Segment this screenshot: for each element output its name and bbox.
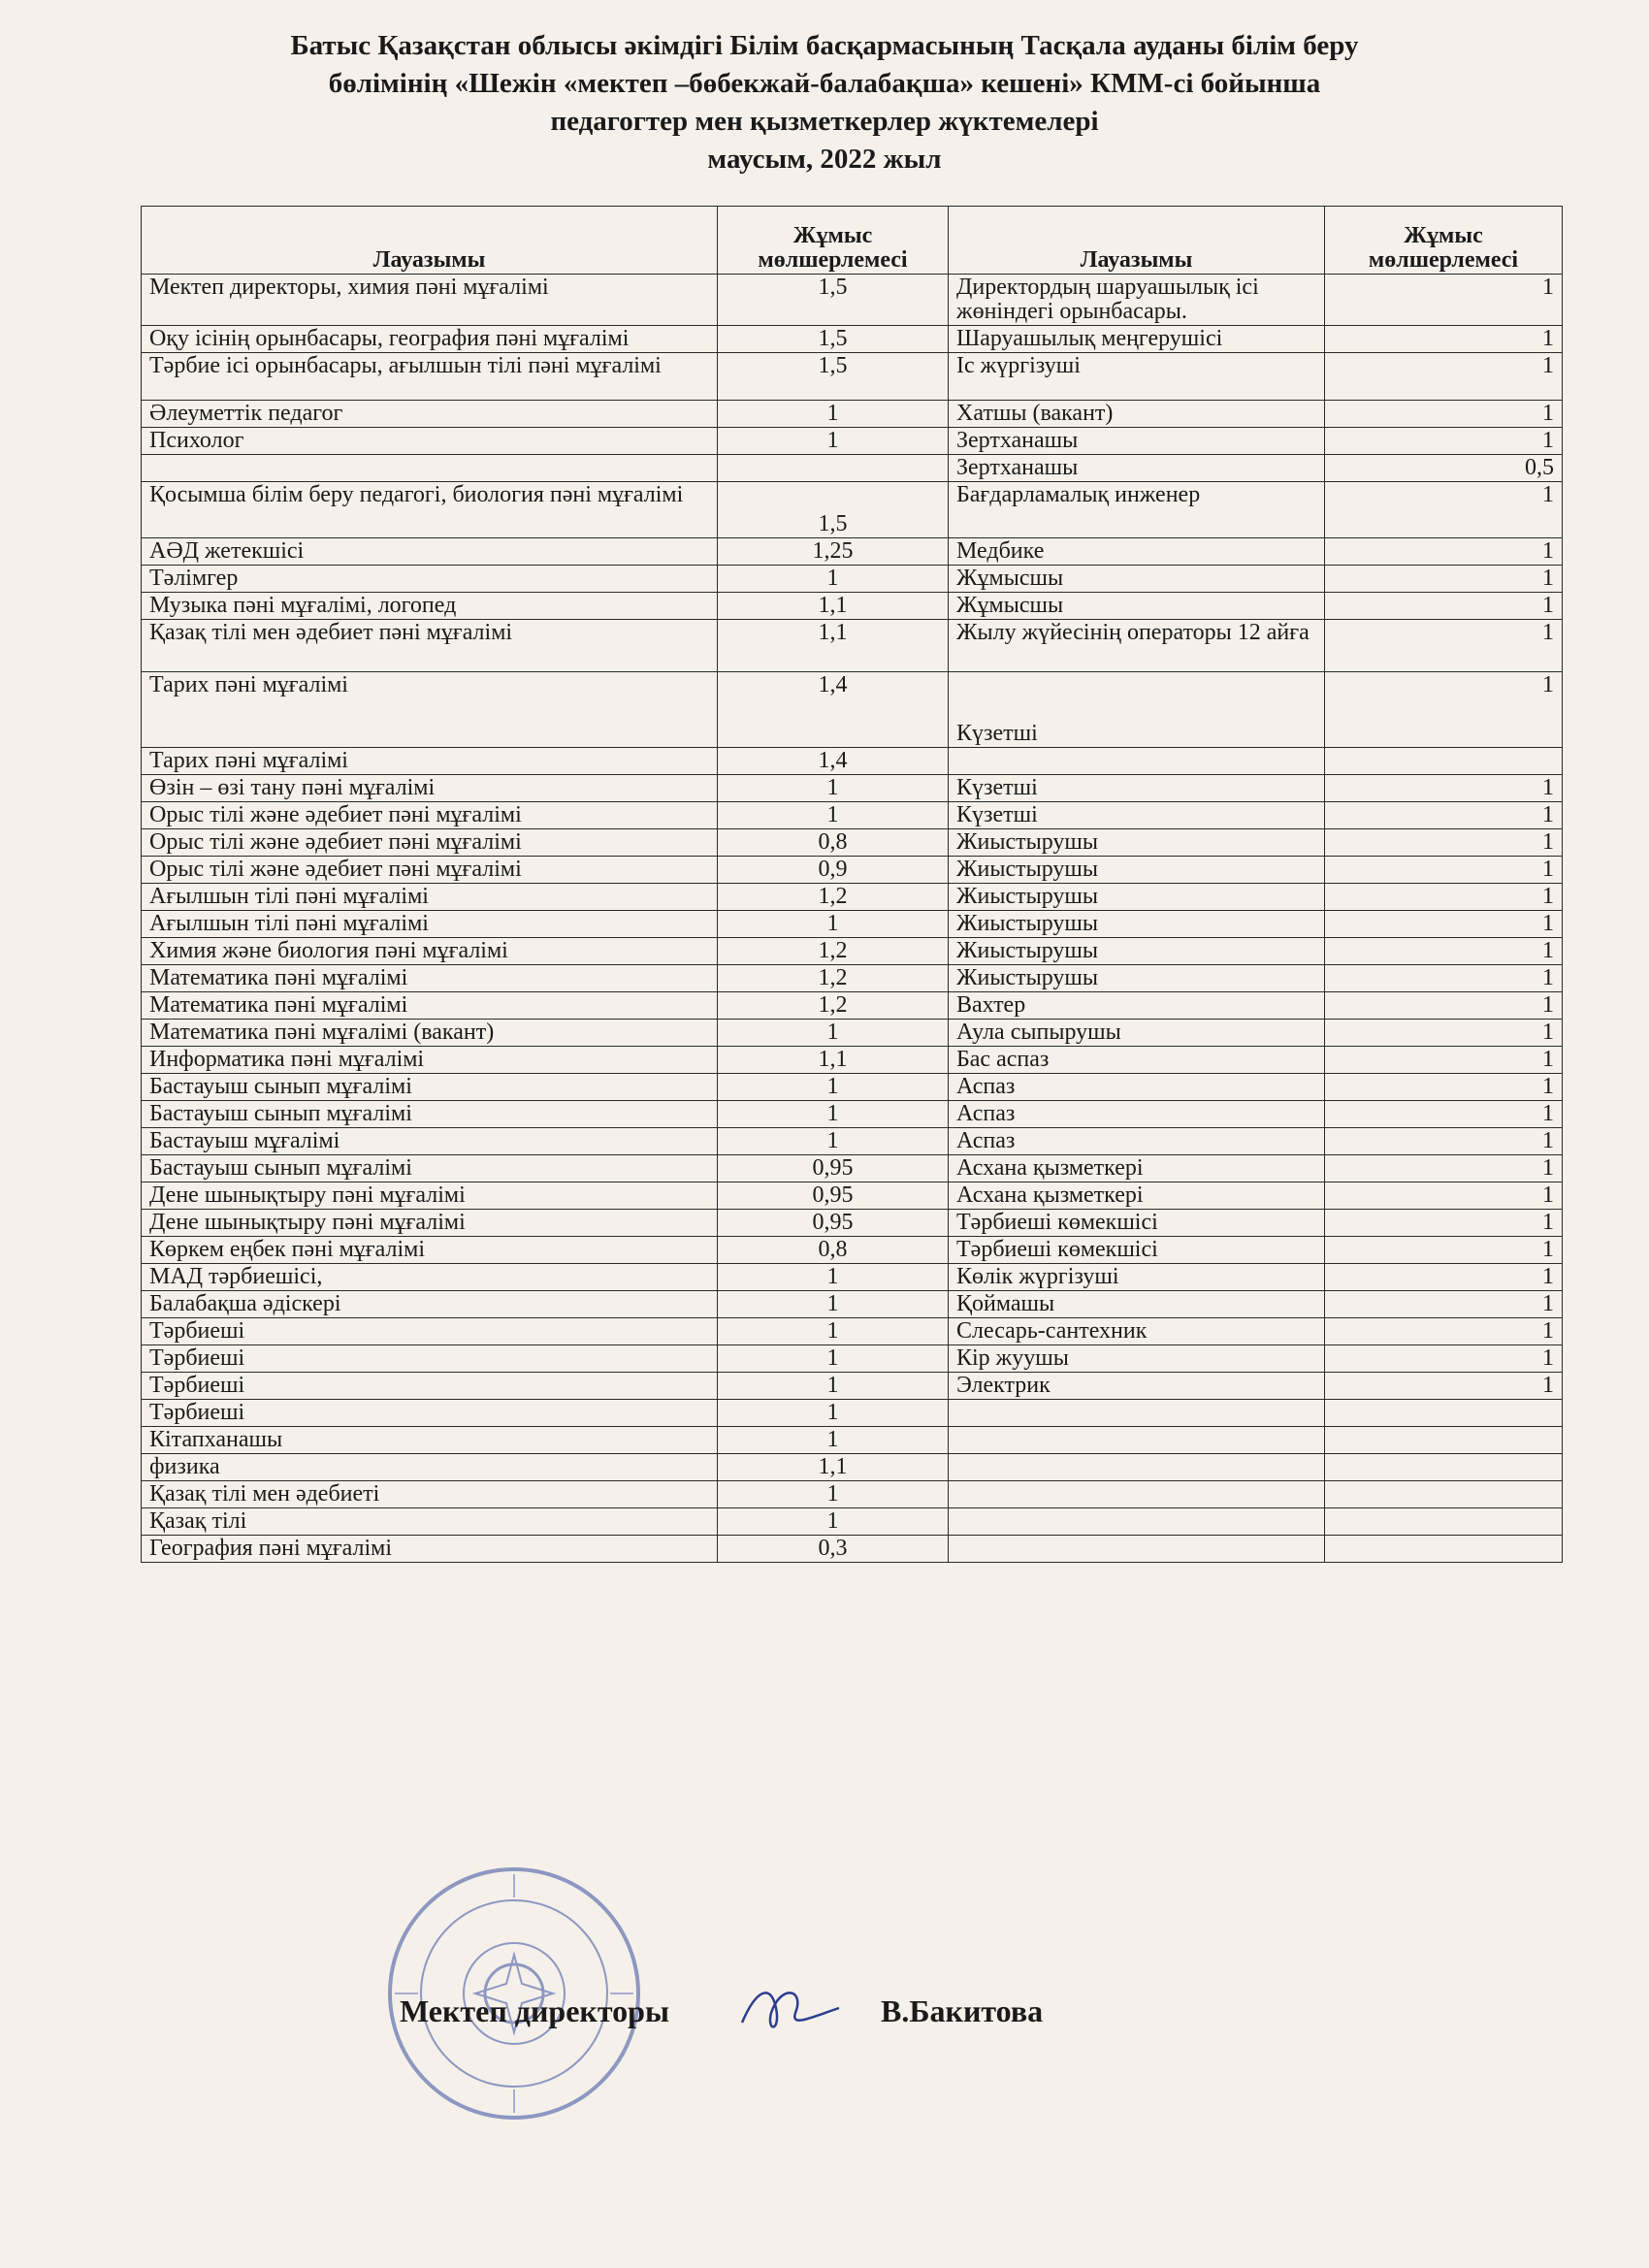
position-left-cell: Информатика пәні мұғалімі xyxy=(142,1047,718,1074)
position-right-cell: Бағдарламалық инженер xyxy=(949,482,1325,538)
rate-left-cell: 1,4 xyxy=(718,748,949,775)
rate-left-cell: 1,1 xyxy=(718,1047,949,1074)
table-row xyxy=(142,401,1563,428)
position-left-cell: Бастауыш сынып мұғалімі xyxy=(142,1155,718,1183)
position-right-cell xyxy=(949,1481,1325,1508)
position-right-cell: Жұмысшы xyxy=(949,566,1325,593)
title-line-3: педагогтер мен қызметкерлер жүктемелері xyxy=(550,106,1099,137)
rate-right-cell xyxy=(1325,748,1563,775)
rate-left-cell: 1,1 xyxy=(718,593,949,620)
col-header-rate-right: Жұмыс мөлшерлемесі xyxy=(1325,207,1563,275)
rate-left-cell: 1 xyxy=(718,1074,949,1101)
position-right-cell: Шаруашылық меңгерушісі xyxy=(949,326,1325,353)
rate-left-cell: 1 xyxy=(718,1345,949,1373)
position-right-cell: Аспаз xyxy=(949,1101,1325,1128)
table-row xyxy=(142,748,1563,775)
position-left-cell: Орыс тілі және әдебиет пәні мұғалімі xyxy=(142,829,718,857)
rate-right-cell: 1 xyxy=(1325,1047,1563,1074)
position-left-cell: АӘД жетекшісі xyxy=(142,538,718,566)
table-row xyxy=(142,1400,1563,1427)
position-right-cell: Зертханашы xyxy=(949,428,1325,455)
rate-left-cell: 1 xyxy=(718,428,949,455)
rate-right-cell: 1 xyxy=(1325,566,1563,593)
rate-right-cell: 1 xyxy=(1325,482,1563,538)
rate-right-cell: 1 xyxy=(1325,1237,1563,1264)
table-row xyxy=(142,620,1563,672)
rate-right-cell: 1 xyxy=(1325,857,1563,884)
position-left-cell: Қазақ тілі мен әдебиеті xyxy=(142,1481,718,1508)
table-row xyxy=(142,428,1563,455)
position-right-cell: Жылу жүйесінің операторы 12 айға xyxy=(949,620,1325,672)
rate-left-cell: 1 xyxy=(718,1427,949,1454)
rate-right-cell: 1 xyxy=(1325,965,1563,992)
position-right-cell: Күзетші xyxy=(949,672,1325,748)
col-header-position-left: Лауазымы xyxy=(142,207,718,275)
rate-right-cell: 1 xyxy=(1325,1074,1563,1101)
rate-right-cell: 1 xyxy=(1325,992,1563,1020)
table-row xyxy=(142,593,1563,620)
rate-left-cell: 1,1 xyxy=(718,1454,949,1481)
position-left-cell: Музыка пәні мұғалімі, логопед xyxy=(142,593,718,620)
rate-left-cell: 1 xyxy=(718,1373,949,1400)
table-row xyxy=(142,1318,1563,1345)
position-left-cell: Бастауыш мұғалімі xyxy=(142,1128,718,1155)
rate-left-cell: 1,25 xyxy=(718,538,949,566)
table-row xyxy=(142,884,1563,911)
rate-left-cell: 0,95 xyxy=(718,1183,949,1210)
rate-left-cell: 1 xyxy=(718,1291,949,1318)
position-left-cell: Қазақ тілі xyxy=(142,1508,718,1536)
position-right-cell: Жиыстырушы xyxy=(949,911,1325,938)
rate-right-cell: 1 xyxy=(1325,672,1563,748)
rate-left-cell: 1,2 xyxy=(718,884,949,911)
position-left-cell: Балабақша әдіскері xyxy=(142,1291,718,1318)
position-right-cell: Қоймашы xyxy=(949,1291,1325,1318)
rate-right-cell xyxy=(1325,1454,1563,1481)
position-right-cell xyxy=(949,1454,1325,1481)
rate-right-cell: 1 xyxy=(1325,1155,1563,1183)
position-right-cell: Жиыстырушы xyxy=(949,884,1325,911)
table-row xyxy=(142,566,1563,593)
table-row xyxy=(142,1155,1563,1183)
rate-right-cell xyxy=(1325,1536,1563,1563)
rate-left-cell: 1,2 xyxy=(718,938,949,965)
table-row xyxy=(142,1481,1563,1508)
position-left-cell: Тәлімгер xyxy=(142,566,718,593)
table-row xyxy=(142,1020,1563,1047)
rate-left-cell: 1,5 xyxy=(718,482,949,538)
rate-right-cell: 1 xyxy=(1325,1101,1563,1128)
table-row xyxy=(142,1345,1563,1373)
rate-left-cell: 1,2 xyxy=(718,992,949,1020)
rate-right-cell: 1 xyxy=(1325,1128,1563,1155)
rate-left-cell: 1 xyxy=(718,911,949,938)
position-left-cell: Ағылшын тілі пәні мұғалімі xyxy=(142,884,718,911)
position-right-cell xyxy=(949,1427,1325,1454)
position-right-cell: Аула сыпырушы xyxy=(949,1020,1325,1047)
table-row xyxy=(142,482,1563,538)
rate-left-cell: 1,5 xyxy=(718,326,949,353)
position-right-cell: Аспаз xyxy=(949,1128,1325,1155)
col-header-position-right: Лауазымы xyxy=(949,207,1325,275)
position-right-cell: Электрик xyxy=(949,1373,1325,1400)
director-signature xyxy=(737,1979,844,2037)
position-right-cell: Директордың шаруашылық ісі жөніндегі орынбасары. xyxy=(949,275,1325,326)
table-row xyxy=(142,911,1563,938)
table-row xyxy=(142,353,1563,401)
rate-left-cell: 1 xyxy=(718,775,949,802)
position-left-cell: Көркем еңбек пәні мұғалімі xyxy=(142,1237,718,1264)
rate-right-cell: 1 xyxy=(1325,1210,1563,1237)
col-header-rate-left: Жұмыс мөлшерлемесі xyxy=(718,207,949,275)
position-left-cell: Орыс тілі және әдебиет пәні мұғалімі xyxy=(142,857,718,884)
position-right-cell: Бас аспаз xyxy=(949,1047,1325,1074)
position-right-cell: Медбике xyxy=(949,538,1325,566)
table-row xyxy=(142,1101,1563,1128)
rate-left-cell: 1 xyxy=(718,1020,949,1047)
rate-left-cell: 0,9 xyxy=(718,857,949,884)
position-left-cell: Психолог xyxy=(142,428,718,455)
table-row xyxy=(142,1128,1563,1155)
rate-left-cell: 1 xyxy=(718,1101,949,1128)
position-left-cell: Бастауыш сынып мұғалімі xyxy=(142,1074,718,1101)
position-left-cell: Математика пәні мұғалімі xyxy=(142,992,718,1020)
rate-left-cell: 1 xyxy=(718,1264,949,1291)
table-row xyxy=(142,992,1563,1020)
position-left-cell: Тәрбиеші xyxy=(142,1400,718,1427)
position-left-cell: Тәрбие ісі орынбасары, ағылшын тілі пәні мұғалімі xyxy=(142,353,718,401)
table-row xyxy=(142,1291,1563,1318)
position-left-cell xyxy=(142,455,718,482)
position-right-cell: Көлік жүргізуші xyxy=(949,1264,1325,1291)
rate-left-cell: 1,5 xyxy=(718,353,949,401)
table-row xyxy=(142,1508,1563,1536)
table-row xyxy=(142,938,1563,965)
position-right-cell: Асхана қызметкері xyxy=(949,1155,1325,1183)
position-right-cell: Кір жуушы xyxy=(949,1345,1325,1373)
position-right-cell: Жиыстырушы xyxy=(949,857,1325,884)
table-row xyxy=(142,1210,1563,1237)
rate-right-cell: 1 xyxy=(1325,938,1563,965)
position-right-cell: Жиыстырушы xyxy=(949,965,1325,992)
position-right-cell: Аспаз xyxy=(949,1074,1325,1101)
position-right-cell xyxy=(949,748,1325,775)
rate-right-cell: 1 xyxy=(1325,1345,1563,1373)
table-row xyxy=(142,857,1563,884)
document-title xyxy=(155,27,1494,178)
rate-right-cell: 1 xyxy=(1325,1183,1563,1210)
rate-left-cell: 1 xyxy=(718,1481,949,1508)
rate-left-cell: 0,95 xyxy=(718,1210,949,1237)
position-left-cell: Әлеуметтік педагог xyxy=(142,401,718,428)
rate-right-cell: 1 xyxy=(1325,829,1563,857)
staff-load-table xyxy=(141,206,1563,1563)
rate-left-cell: 1 xyxy=(718,1318,949,1345)
rate-right-cell: 1 xyxy=(1325,620,1563,672)
rate-right-cell: 1 xyxy=(1325,428,1563,455)
position-left-cell: Өзін – өзі тану пәні мұғалімі xyxy=(142,775,718,802)
table-row xyxy=(142,1536,1563,1563)
rate-left-cell: 0,3 xyxy=(718,1536,949,1563)
position-left-cell: Тарих пәні мұғалімі xyxy=(142,672,718,748)
position-left-cell: Тәрбиеші xyxy=(142,1318,718,1345)
table-row xyxy=(142,672,1563,748)
position-right-cell: Күзетші xyxy=(949,802,1325,829)
rate-left-cell: 1,5 xyxy=(718,275,949,326)
rate-right-cell xyxy=(1325,1427,1563,1454)
rate-right-cell: 1 xyxy=(1325,1020,1563,1047)
rate-right-cell: 1 xyxy=(1325,911,1563,938)
table-row xyxy=(142,802,1563,829)
rate-right-cell: 1 xyxy=(1325,353,1563,401)
rate-left-cell: 1,4 xyxy=(718,672,949,748)
table-row xyxy=(142,1454,1563,1481)
rate-right-cell: 1 xyxy=(1325,802,1563,829)
position-left-cell: Бастауыш сынып мұғалімі xyxy=(142,1101,718,1128)
table-row xyxy=(142,326,1563,353)
position-left-cell: Кітапханашы xyxy=(142,1427,718,1454)
position-right-cell xyxy=(949,1508,1325,1536)
rate-right-cell: 1 xyxy=(1325,775,1563,802)
position-right-cell: Іс жүргізуші xyxy=(949,353,1325,401)
table-header-row xyxy=(142,207,1563,275)
position-left-cell: Дене шынықтыру пәні мұғалімі xyxy=(142,1183,718,1210)
title-line-4: маусым, 2022 жыл xyxy=(707,144,942,175)
position-right-cell: Күзетші xyxy=(949,775,1325,802)
signature-name: В.Бакитова xyxy=(881,1993,1044,2028)
rate-right-cell: 1 xyxy=(1325,326,1563,353)
rate-left-cell: 1,1 xyxy=(718,620,949,672)
position-right-cell: Жұмысшы xyxy=(949,593,1325,620)
position-left-cell: Мектеп директоры, химия пәні мұғалімі xyxy=(142,275,718,326)
rate-left-cell: 1 xyxy=(718,1508,949,1536)
position-right-cell: Зертханашы xyxy=(949,455,1325,482)
position-left-cell: Орыс тілі және әдебиет пәні мұғалімі xyxy=(142,802,718,829)
rate-left-cell: 1 xyxy=(718,1128,949,1155)
position-right-cell: Хатшы (вакант) xyxy=(949,401,1325,428)
position-left-cell: Математика пәні мұғалімі xyxy=(142,965,718,992)
position-right-cell: Асхана қызметкері xyxy=(949,1183,1325,1210)
table-row xyxy=(142,455,1563,482)
rate-left-cell: 0,8 xyxy=(718,829,949,857)
rate-left-cell: 1 xyxy=(718,802,949,829)
rate-left-cell: 1,2 xyxy=(718,965,949,992)
rate-right-cell xyxy=(1325,1481,1563,1508)
table-row xyxy=(142,1373,1563,1400)
position-left-cell: Қазақ тілі мен әдебиет пәні мұғалімі xyxy=(142,620,718,672)
signature-position: Мектеп директоры xyxy=(400,1993,669,2028)
rate-left-cell: 1 xyxy=(718,401,949,428)
position-right-cell xyxy=(949,1536,1325,1563)
table-row xyxy=(142,1183,1563,1210)
rate-right-cell: 1 xyxy=(1325,1264,1563,1291)
table-row xyxy=(142,1047,1563,1074)
position-left-cell: Тәрбиеші xyxy=(142,1373,718,1400)
rate-right-cell: 1 xyxy=(1325,884,1563,911)
rate-right-cell: 1 xyxy=(1325,1291,1563,1318)
rate-left-cell: 1 xyxy=(718,566,949,593)
rate-right-cell: 1 xyxy=(1325,1318,1563,1345)
rate-right-cell: 1 xyxy=(1325,1373,1563,1400)
position-right-cell: Вахтер xyxy=(949,992,1325,1020)
position-right-cell: Слесарь-сантехник xyxy=(949,1318,1325,1345)
position-left-cell: физика xyxy=(142,1454,718,1481)
table-row xyxy=(142,1264,1563,1291)
position-left-cell: Қосымша білім беру педагогі, биология пәні мұғалімі xyxy=(142,482,718,538)
table-body xyxy=(142,275,1563,1563)
table-row xyxy=(142,1237,1563,1264)
position-left-cell: Тарих пәні мұғалімі xyxy=(142,748,718,775)
position-right-cell xyxy=(949,1400,1325,1427)
rate-right-cell: 0,5 xyxy=(1325,455,1563,482)
rate-right-cell xyxy=(1325,1400,1563,1427)
rate-right-cell xyxy=(1325,1508,1563,1536)
table-row xyxy=(142,538,1563,566)
position-left-cell: Оқу ісінің орынбасары, география пәні мұғалімі xyxy=(142,326,718,353)
position-left-cell: Дене шынықтыру пәні мұғалімі xyxy=(142,1210,718,1237)
position-right-cell: Тәрбиеші көмекшісі xyxy=(949,1237,1325,1264)
table-row xyxy=(142,1074,1563,1101)
position-left-cell: Ағылшын тілі пәні мұғалімі xyxy=(142,911,718,938)
position-left-cell: Химия және биология пәні мұғалімі xyxy=(142,938,718,965)
rate-right-cell: 1 xyxy=(1325,275,1563,326)
rate-right-cell: 1 xyxy=(1325,401,1563,428)
position-right-cell: Жиыстырушы xyxy=(949,938,1325,965)
title-line-2: бөлімінің «Шежін «мектеп –бөбекжай-балабақша» кешені» КММ-сі бойынша xyxy=(328,68,1321,99)
table-row xyxy=(142,829,1563,857)
rate-left-cell: 0,95 xyxy=(718,1155,949,1183)
rate-left-cell: 0,8 xyxy=(718,1237,949,1264)
position-right-cell: Жиыстырушы xyxy=(949,829,1325,857)
rate-left-cell xyxy=(718,455,949,482)
position-left-cell: Тәрбиеші xyxy=(142,1345,718,1373)
title-line-1: Батыс Қазақстан облысы әкімдігі Білім басқармасының Тасқала ауданы білім беру xyxy=(290,30,1359,61)
position-left-cell: Математика пәні мұғалімі (вакант) xyxy=(142,1020,718,1047)
table-row xyxy=(142,965,1563,992)
rate-left-cell: 1 xyxy=(718,1400,949,1427)
position-left-cell: География пәні мұғалімі xyxy=(142,1536,718,1563)
table-row xyxy=(142,275,1563,326)
rate-right-cell: 1 xyxy=(1325,593,1563,620)
position-left-cell: МАД тәрбиешісі, xyxy=(142,1264,718,1291)
table-row xyxy=(142,1427,1563,1454)
position-right-cell: Тәрбиеші көмекшісі xyxy=(949,1210,1325,1237)
table-row xyxy=(142,775,1563,802)
rate-right-cell: 1 xyxy=(1325,538,1563,566)
